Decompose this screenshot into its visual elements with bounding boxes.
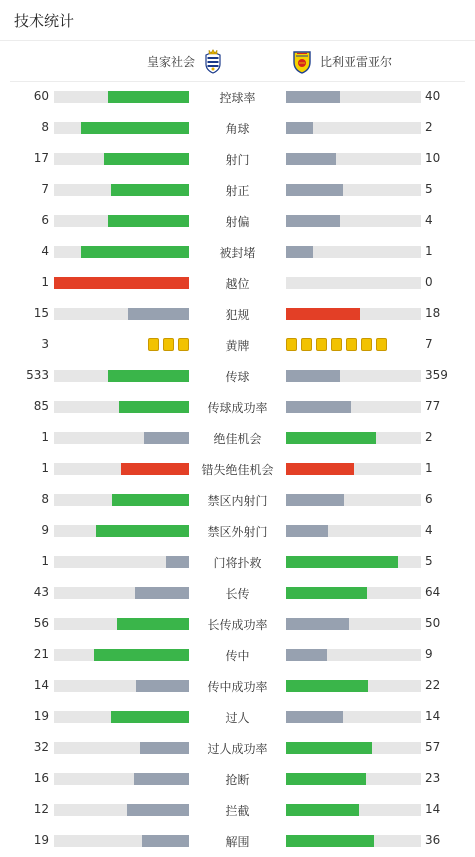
home-bar-track — [54, 122, 189, 134]
home-value: 19 — [33, 709, 49, 723]
stat-label: 黄牌 — [225, 339, 250, 353]
stat-row — [0, 391, 475, 422]
home-value: 3 — [41, 337, 49, 351]
stat-row — [0, 236, 475, 267]
stats-list — [0, 81, 475, 856]
away-value: 359 — [425, 368, 448, 382]
away-bar-track — [286, 91, 421, 103]
home-bar-track — [54, 432, 189, 444]
home-value: 8 — [41, 492, 49, 506]
away-value: 2 — [425, 120, 433, 134]
away-bar-fill — [286, 246, 313, 258]
stat-row — [0, 732, 475, 763]
home-bar-track — [54, 246, 189, 258]
home-bar-track — [54, 153, 189, 165]
home-bar-track — [54, 463, 189, 475]
home-bar-track — [54, 711, 189, 723]
stat-row — [0, 112, 475, 143]
stat-label: 传中成功率 — [207, 680, 268, 694]
home-value: 14 — [33, 678, 49, 692]
away-value: 57 — [425, 740, 441, 754]
stat-label: 绝佳机会 — [213, 432, 262, 446]
home-bar-fill — [144, 432, 189, 444]
stat-row — [0, 453, 475, 484]
away-bar-track — [286, 587, 421, 599]
home-value: 12 — [33, 802, 49, 816]
home-value: 4 — [41, 244, 49, 258]
home-value: 19 — [33, 833, 49, 847]
away-value: 0 — [425, 275, 433, 289]
away-bar-fill — [286, 463, 354, 475]
home-yellow-cards — [148, 338, 189, 351]
home-value: 1 — [41, 461, 49, 475]
home-bar-track — [54, 184, 189, 196]
stat-label: 被封堵 — [219, 246, 256, 260]
away-bar-track — [286, 711, 421, 723]
home-bar-fill — [81, 122, 189, 134]
away-value: 22 — [425, 678, 441, 692]
away-value: 40 — [425, 89, 441, 103]
stat-label: 射偏 — [225, 215, 250, 229]
stat-row — [0, 546, 475, 577]
away-bar-track — [286, 153, 421, 165]
home-bar-track — [54, 215, 189, 227]
stat-row — [0, 267, 475, 298]
home-bar-track — [54, 525, 189, 537]
stat-row — [0, 422, 475, 453]
stat-row — [0, 670, 475, 701]
stat-label: 错失绝佳机会 — [201, 463, 274, 477]
away-bar-fill — [286, 587, 367, 599]
home-bar-track — [54, 494, 189, 506]
away-value: 14 — [425, 802, 441, 816]
away-bar-fill — [286, 370, 340, 382]
real-sociedad-crest-icon — [201, 48, 225, 74]
away-yellow-cards — [286, 338, 387, 351]
away-value: 4 — [425, 523, 433, 537]
away-value: 5 — [425, 182, 433, 196]
title-bar — [0, 0, 475, 41]
stat-row — [0, 205, 475, 236]
home-value: 9 — [41, 523, 49, 537]
stat-label: 长传 — [225, 587, 250, 601]
yellow-card-icon — [148, 338, 159, 351]
home-value: 15 — [33, 306, 49, 320]
away-bar-track — [286, 680, 421, 692]
home-bar-track — [54, 370, 189, 382]
home-bar-track — [54, 277, 189, 289]
away-bar-track — [286, 835, 421, 847]
home-bar-track — [54, 308, 189, 320]
away-bar-track — [286, 122, 421, 134]
stat-row — [0, 143, 475, 174]
away-bar-track — [286, 246, 421, 258]
stat-row — [0, 794, 475, 825]
home-bar-fill — [128, 308, 189, 320]
home-bar-fill — [94, 649, 189, 661]
stat-label: 角球 — [225, 122, 250, 136]
home-bar-fill — [134, 773, 189, 785]
home-value: 21 — [33, 647, 49, 661]
stat-row — [0, 701, 475, 732]
away-value: 77 — [425, 399, 441, 413]
away-bar-track — [286, 494, 421, 506]
away-value: 50 — [425, 616, 441, 630]
away-bar-track — [286, 742, 421, 754]
away-value: 1 — [425, 461, 433, 475]
home-bar-fill — [136, 680, 189, 692]
home-bar-fill — [104, 153, 189, 165]
home-bar-fill — [81, 246, 189, 258]
stat-label: 解围 — [225, 835, 250, 849]
away-bar-track — [286, 618, 421, 630]
away-bar-track — [286, 804, 421, 816]
away-value: 10 — [425, 151, 441, 165]
away-value: 23 — [425, 771, 441, 785]
stat-row — [0, 174, 475, 205]
away-bar-track — [286, 401, 421, 413]
yellow-card-icon — [178, 338, 189, 351]
home-bar-track — [54, 773, 189, 785]
away-bar-track — [286, 370, 421, 382]
stat-row — [0, 763, 475, 794]
stat-label: 射正 — [225, 184, 250, 198]
away-value: 36 — [425, 833, 441, 847]
away-bar-fill — [286, 556, 398, 568]
away-bar-track — [286, 463, 421, 475]
stat-row — [0, 639, 475, 670]
home-bar-fill — [96, 525, 189, 537]
away-bar-fill — [286, 525, 328, 537]
away-value: 4 — [425, 213, 433, 227]
stat-label: 传球成功率 — [207, 401, 268, 415]
home-bar-fill — [112, 494, 189, 506]
away-bar-track — [286, 773, 421, 785]
away-team-name: 比利亚雷亚尔 — [320, 54, 393, 69]
away-value: 7 — [425, 337, 433, 351]
home-bar-track — [54, 649, 189, 661]
page-title: 技术统计 — [14, 12, 75, 30]
stat-label: 抢断 — [225, 773, 250, 787]
stat-row — [0, 608, 475, 639]
home-bar-track — [54, 804, 189, 816]
away-value: 14 — [425, 709, 441, 723]
stat-label: 禁区外射门 — [207, 525, 268, 539]
home-bar-fill — [108, 91, 189, 103]
home-value: 7 — [41, 182, 49, 196]
home-value: 533 — [26, 368, 49, 382]
stat-row — [0, 484, 475, 515]
home-value: 6 — [41, 213, 49, 227]
home-bar-fill — [111, 711, 189, 723]
stat-row — [0, 515, 475, 546]
stat-label: 禁区内射门 — [207, 494, 268, 508]
yellow-card-icon — [163, 338, 174, 351]
away-value: 2 — [425, 430, 433, 444]
home-value: 1 — [41, 275, 49, 289]
home-bar-fill — [142, 835, 189, 847]
home-value: 32 — [33, 740, 49, 754]
home-bar-fill — [127, 804, 189, 816]
away-bar-track — [286, 432, 421, 444]
away-bar-fill — [286, 711, 343, 723]
away-bar-track — [286, 215, 421, 227]
home-value: 85 — [33, 399, 49, 413]
home-bar-track — [54, 680, 189, 692]
home-bar-fill — [54, 277, 189, 289]
stat-row — [0, 360, 475, 391]
home-bar-fill — [111, 184, 189, 196]
away-value: 5 — [425, 554, 433, 568]
away-bar-fill — [286, 494, 344, 506]
away-bar-fill — [286, 215, 340, 227]
away-team[interactable] — [290, 41, 392, 81]
away-bar-fill — [286, 122, 313, 134]
home-bar-fill — [117, 618, 189, 630]
stat-label: 门将扑救 — [213, 556, 262, 570]
home-bar-track — [54, 91, 189, 103]
away-bar-track — [286, 649, 421, 661]
away-bar-fill — [286, 649, 327, 661]
home-bar-track — [54, 556, 189, 568]
away-bar-fill — [286, 680, 368, 692]
yellow-card-icon — [346, 338, 357, 351]
away-bar-fill — [286, 401, 351, 413]
home-bar-fill — [135, 587, 189, 599]
away-bar-fill — [286, 773, 366, 785]
home-bar-track — [54, 618, 189, 630]
stat-label: 犯规 — [225, 308, 250, 322]
stat-label: 传球 — [225, 370, 250, 384]
away-bar-track — [286, 184, 421, 196]
stat-label: 过人成功率 — [207, 742, 268, 756]
away-bar-fill — [286, 835, 374, 847]
team-header — [10, 41, 465, 82]
yellow-card-icon — [301, 338, 312, 351]
stat-row — [0, 81, 475, 112]
home-bar-track — [54, 401, 189, 413]
home-bar-track — [54, 835, 189, 847]
away-bar-track — [286, 525, 421, 537]
home-value: 1 — [41, 554, 49, 568]
villarreal-crest-icon — [290, 48, 314, 74]
away-bar-track — [286, 308, 421, 320]
home-value: 8 — [41, 120, 49, 134]
away-bar-fill — [286, 91, 340, 103]
home-bar-fill — [108, 215, 189, 227]
stat-row — [0, 329, 475, 360]
home-team[interactable] — [147, 41, 225, 81]
away-value: 9 — [425, 647, 433, 661]
home-bar-track — [54, 587, 189, 599]
away-value: 1 — [425, 244, 433, 258]
home-value: 17 — [33, 151, 49, 165]
away-value: 18 — [425, 306, 441, 320]
away-bar-fill — [286, 432, 376, 444]
home-team-name: 皇家社会 — [146, 54, 195, 69]
stat-row — [0, 577, 475, 608]
home-value: 16 — [33, 771, 49, 785]
stat-label: 拦截 — [225, 804, 250, 818]
away-bar-fill — [286, 153, 336, 165]
stat-row — [0, 825, 475, 856]
away-value: 64 — [425, 585, 441, 599]
away-bar-fill — [286, 804, 359, 816]
stat-label: 过人 — [225, 711, 250, 725]
away-bar-track — [286, 556, 421, 568]
home-bar-track — [54, 742, 189, 754]
stat-label: 射门 — [225, 153, 250, 167]
stat-label: 越位 — [225, 277, 250, 291]
home-value: 43 — [33, 585, 49, 599]
home-bar-fill — [140, 742, 189, 754]
stat-label: 控球率 — [219, 91, 256, 105]
away-bar-fill — [286, 308, 360, 320]
home-bar-fill — [166, 556, 189, 568]
home-value: 56 — [33, 616, 49, 630]
yellow-card-icon — [361, 338, 372, 351]
home-bar-fill — [119, 401, 189, 413]
home-value: 60 — [33, 89, 49, 103]
away-bar-fill — [286, 184, 343, 196]
yellow-card-icon — [286, 338, 297, 351]
stat-label: 长传成功率 — [207, 618, 268, 632]
stat-label: 传中 — [225, 649, 250, 663]
home-bar-fill — [108, 370, 189, 382]
away-bar-fill — [286, 742, 372, 754]
home-bar-fill — [121, 463, 189, 475]
stat-row — [0, 298, 475, 329]
home-value: 1 — [41, 430, 49, 444]
away-bar-fill — [286, 618, 349, 630]
away-value: 6 — [425, 492, 433, 506]
yellow-card-icon — [316, 338, 327, 351]
yellow-card-icon — [376, 338, 387, 351]
away-bar-track — [286, 277, 421, 289]
yellow-card-icon — [331, 338, 342, 351]
